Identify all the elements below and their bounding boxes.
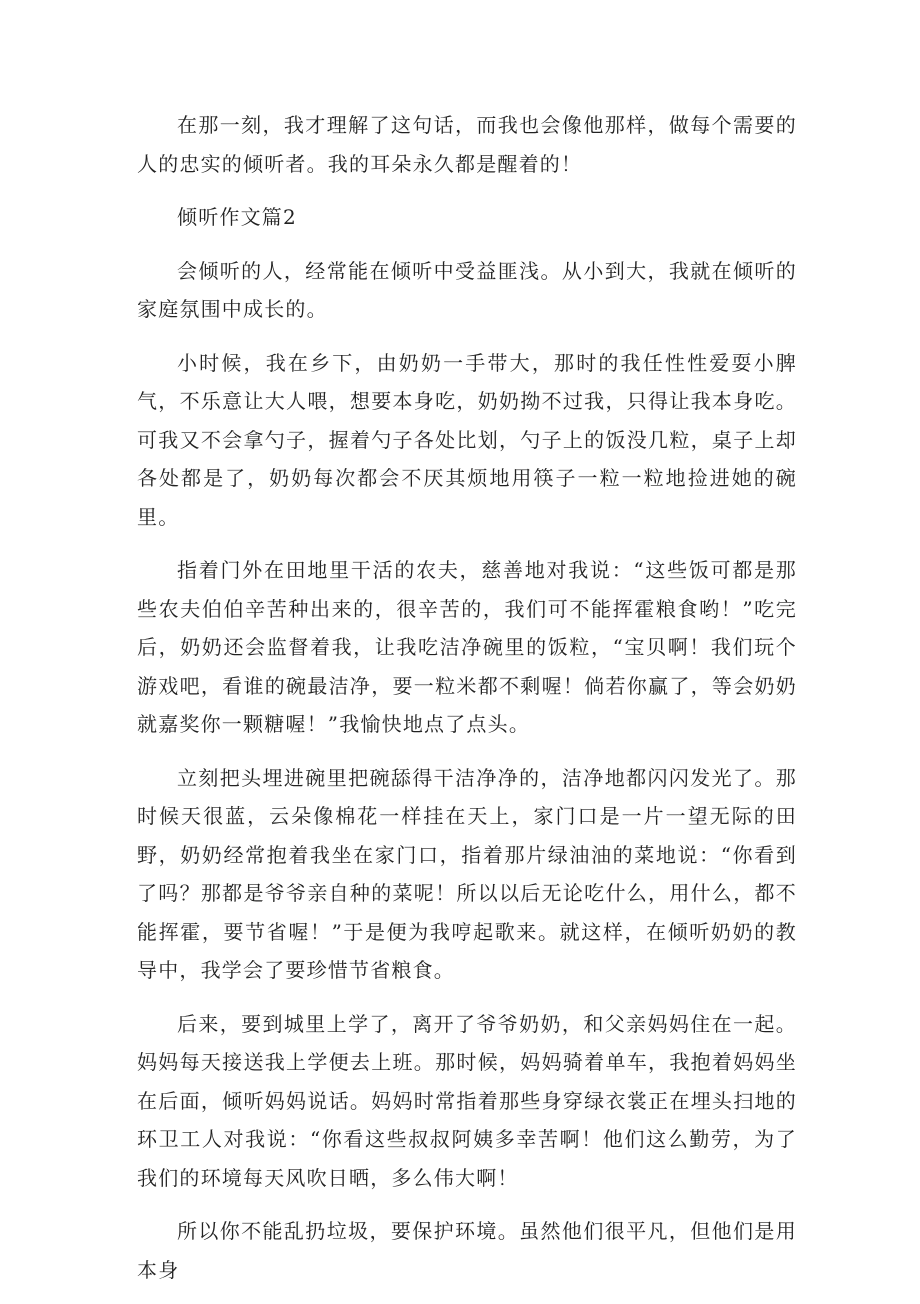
paragraph-7: 所以你不能乱扔垃圾，要保护环境。虽然他们很平凡，但他们是用本身 [137,1219,797,1282]
paragraph-2: 会倾听的人，经常能在倾听中受益匪浅。从小到大，我就在倾听的家庭氛围中成长的。 [137,258,797,321]
paragraph-6: 后来，要到城里上学了，离开了爷爷奶奶，和父亲妈妈住在一起。妈妈每天接送我上学便去上班。那时候，妈妈骑着单车，我抱着妈妈坐在后面，倾听妈妈说话。妈妈时常指着那些身穿绿衣裳正在埋头扫地的环卫工人对我说：“你看这些叔叔阿姨多幸苦啊！他们这么勤劳，为了我们的环境每天风吹日晒，多么伟大啊！ [137,1011,797,1190]
paragraph-5: 立刻把头埋进碗里把碗舔得干洁净净的，洁净地都闪闪发光了。那时候天很蓝，云朵像棉花一样挂在天上，家门口是一片一望无际的田野，奶奶经常抱着我坐在家门口，指着那片绿油油的菜地说：“你看到了吗？那都是爷爷亲自种的菜呢！所以以后无论吃什么，用什么，都不能挥霍，要节省喔！”于是便为我哼起歌来。就这样，在倾听奶奶的教导中，我学会了要珍惜节省粮食。 [137,765,797,982]
paragraph-1: 在那一刻，我才理解了这句话，而我也会像他那样，做每个需要的人的忠实的倾听者。我的耳朵永久都是醒着的！ [137,113,797,176]
section-heading: 倾听作文篇2 [177,205,297,229]
paragraph-3: 小时候，我在乡下，由奶奶一手带大，那时的我任性性爱耍小脾气，不乐意让大人喂，想要本身吃，奶奶拗不过我，只得让我本身吃。可我又不会拿勺子，握着勺子各处比划，勺子上的饭没几粒，桌子上却各处都是了，奶奶每次都会不厌其烦地用筷子一粒一粒地捡进她的碗里。 [137,350,797,529]
document-body [137,106,797,1304]
paragraph-4: 指着门外在田地里干活的农夫，慈善地对我说：“这些饭可都是那些农夫伯伯辛苦种出来的，很辛苦的，我们可不能挥霍粮食哟！”吃完后，奶奶还会监督着我，让我吃洁净碗里的饭粒，“宝贝啊！我们玩个游戏吧，看谁的碗最洁净，要一粒米都不剩喔！倘若你赢了，等会奶奶就嘉奖你一颗糖喔！”我愉快地点了点头。 [137,558,797,736]
